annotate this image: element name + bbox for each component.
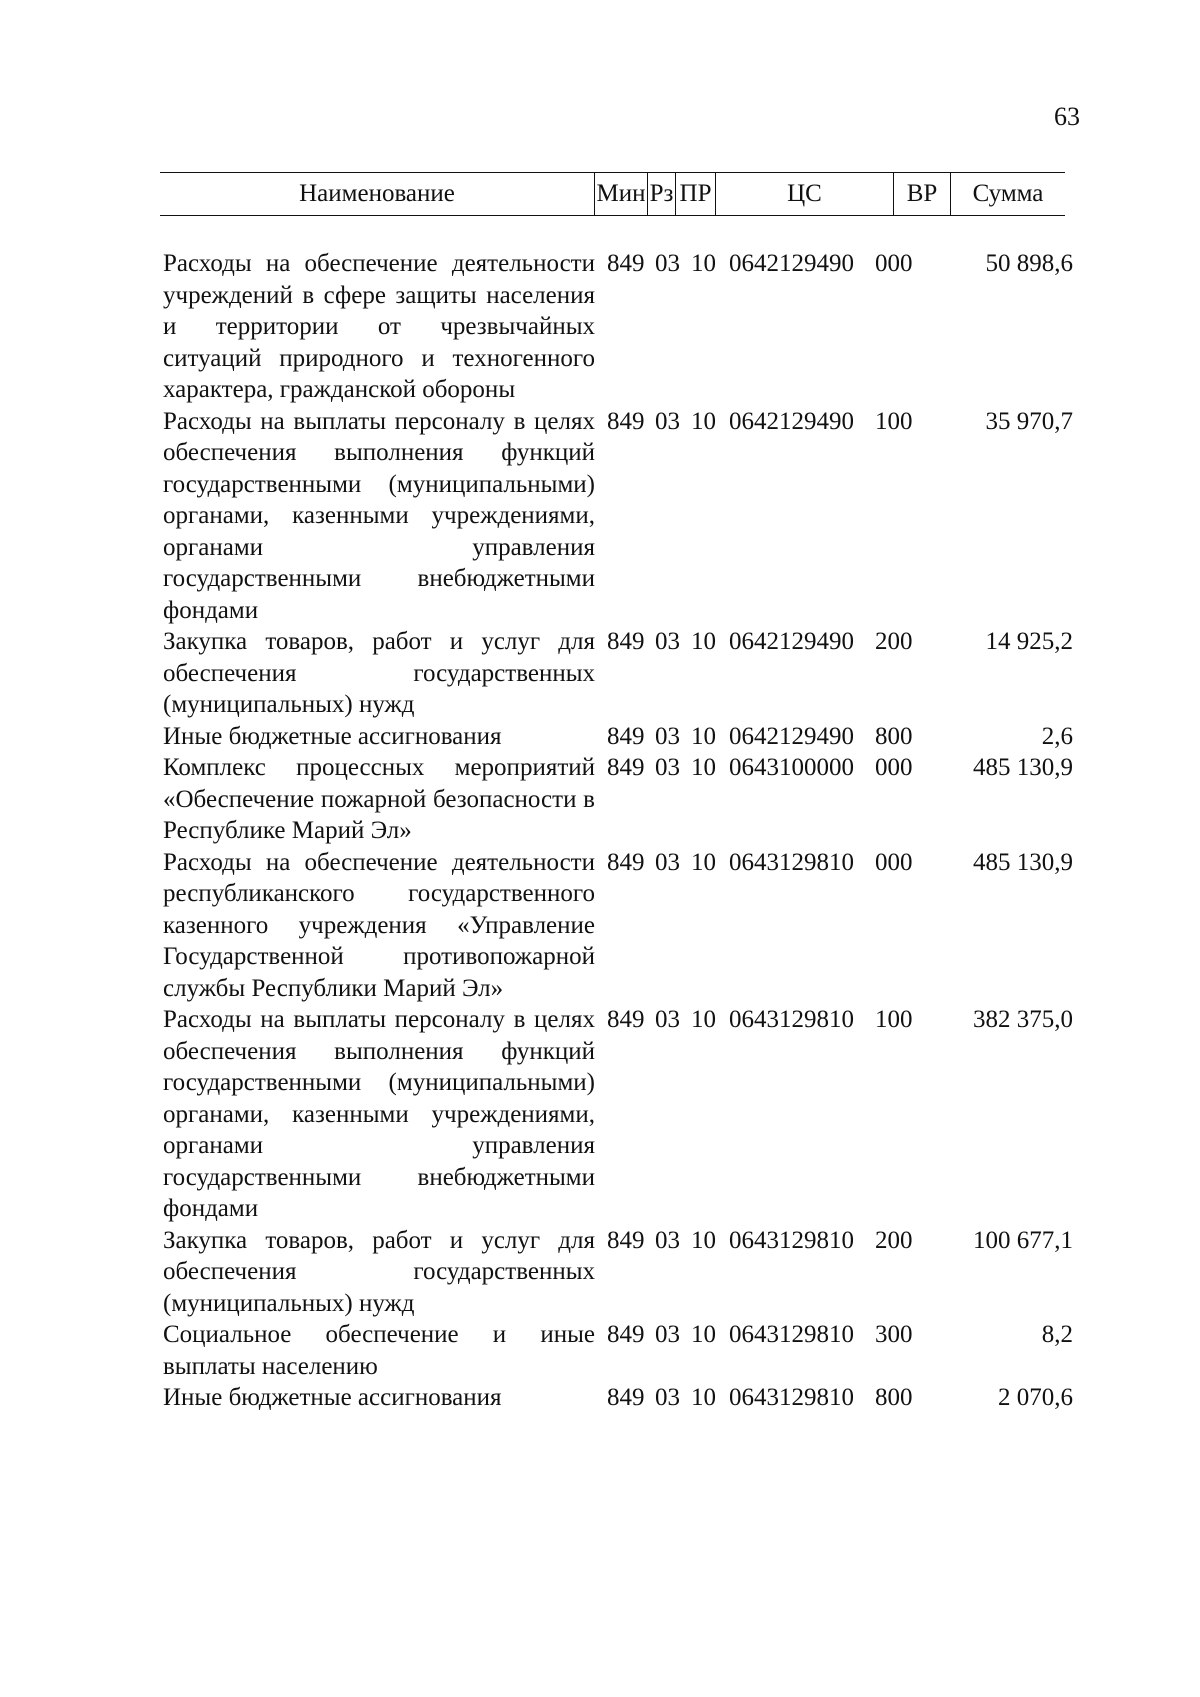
row-cs: 0643129810 [729,1384,854,1411]
row-min: 849 [607,1321,645,1348]
row-name: Иные бюджетные ассигнования [163,722,502,750]
row-cs: 0642129490 [729,628,854,655]
table-row [163,626,1073,721]
row-vr: 200 [875,1226,913,1254]
header-vr: ВР [893,173,950,215]
row-rz: 03 [655,1321,680,1348]
row-pr: 10 [691,722,716,750]
row-name: Социальное обеспечение и иные выплаты населению [163,1321,595,1380]
row-cs: 0643129810 [729,1226,854,1254]
row-codes [607,1319,925,1351]
row-vr: 000 [875,848,913,876]
row-min: 849 [607,754,645,781]
row-vr: 100 [875,407,913,435]
row-cs: 0642129490 [729,407,854,435]
row-codes [607,626,925,658]
header-sum: Сумма [950,173,1065,215]
row-cs: 0643129810 [729,1321,854,1348]
table-row [163,1382,1073,1414]
row-cs: 0643100000 [729,754,854,781]
row-pr: 10 [691,1384,716,1411]
row-min: 849 [607,407,645,435]
row-sum: 8,2 [1041,1321,1073,1348]
row-codes [607,1004,925,1036]
row-min: 849 [607,848,645,876]
table-body [163,248,1073,1414]
header-cs: ЦС [715,173,893,215]
row-name: Расходы на обеспечение деятельности республиканского государственного казенного учреждения «Управление Государственной противопожарной службы Республики Марий Эл» [163,848,595,1002]
row-rz: 03 [655,722,680,750]
row-cs: 0643129810 [729,1006,854,1033]
row-min: 849 [607,628,645,655]
row-codes [607,1225,925,1257]
table-header [160,172,1065,216]
row-pr: 10 [691,250,716,277]
row-vr: 300 [875,1321,913,1348]
row-codes [607,847,925,879]
table-row [163,1225,1073,1320]
row-rz: 03 [655,848,680,876]
row-rz: 03 [655,1384,680,1411]
row-pr: 10 [691,1226,716,1254]
row-rz: 03 [655,1226,680,1254]
header-min: Мин [594,173,647,215]
row-codes [607,721,925,753]
table-row [163,752,1073,847]
row-pr: 10 [691,1006,716,1033]
row-pr: 10 [691,848,716,876]
row-name: Закупка товаров, работ и услуг для обеспечения государственных (муниципальных) нужд [163,1226,595,1317]
row-pr: 10 [691,1321,716,1348]
row-vr: 800 [875,1384,913,1411]
row-pr: 10 [691,754,716,781]
row-sum: 14 925,2 [985,628,1073,655]
row-vr: 000 [875,754,913,781]
row-vr: 100 [875,1006,913,1033]
row-name: Расходы на обеспечение деятельности учреждений в сфере защиты населения и территории от чрезвычайных ситуаций природного и техногенного характера, гражданской обороны [163,250,595,403]
row-vr: 200 [875,628,913,655]
row-codes [607,1382,925,1414]
row-sum: 50 898,6 [985,250,1073,277]
row-min: 849 [607,1006,645,1033]
row-codes [607,248,925,280]
table-row [163,248,1073,406]
row-sum: 485 130,9 [973,848,1073,876]
row-min: 849 [607,1226,645,1254]
row-cs: 0642129490 [729,250,854,277]
row-pr: 10 [691,628,716,655]
row-sum: 485 130,9 [973,754,1073,781]
row-name: Расходы на выплаты персоналу в целях обеспечения выполнения функций государственными (муниципальными) органами, казенными учреждениями, органами управления государственными внебюджетными фондами [163,407,595,624]
row-min: 849 [607,1384,645,1411]
row-pr: 10 [691,407,716,435]
row-rz: 03 [655,1006,680,1033]
row-cs: 0642129490 [729,722,854,750]
row-name: Закупка товаров, работ и услуг для обеспечения государственных (муниципальных) нужд [163,628,595,718]
row-min: 849 [607,250,645,277]
table-row [163,1004,1073,1225]
row-rz: 03 [655,628,680,655]
table-row [163,847,1073,1005]
row-name: Расходы на выплаты персоналу в целях обеспечения выполнения функций государственными (муниципальными) органами, казенными учреждениями, органами управления государственными внебюджетными фондами [163,1006,595,1222]
table-row [163,406,1073,627]
row-sum: 2 070,6 [998,1384,1073,1411]
page-number: 63 [1054,102,1080,131]
row-cs: 0643129810 [729,848,854,876]
row-sum: 35 970,7 [985,407,1073,435]
header-pr: ПР [675,173,715,215]
row-codes [607,406,925,438]
table-row [163,721,1073,753]
header-rz: Рз [647,173,675,215]
row-rz: 03 [655,407,680,435]
row-rz: 03 [655,754,680,781]
row-sum: 382 375,0 [973,1006,1073,1033]
row-rz: 03 [655,250,680,277]
row-sum: 2,6 [1041,722,1073,750]
row-codes [607,752,925,784]
row-vr: 000 [875,250,913,277]
header-name: Наименование [299,180,455,207]
row-sum: 100 677,1 [973,1226,1073,1254]
row-name: Комплекс процессных мероприятий «Обеспечение пожарной безопасности в Республике Марий Эл» [163,754,595,844]
table-row [163,1319,1073,1382]
row-name: Иные бюджетные ассигнования [163,1384,502,1411]
row-min: 849 [607,722,645,750]
row-vr: 800 [875,722,913,750]
